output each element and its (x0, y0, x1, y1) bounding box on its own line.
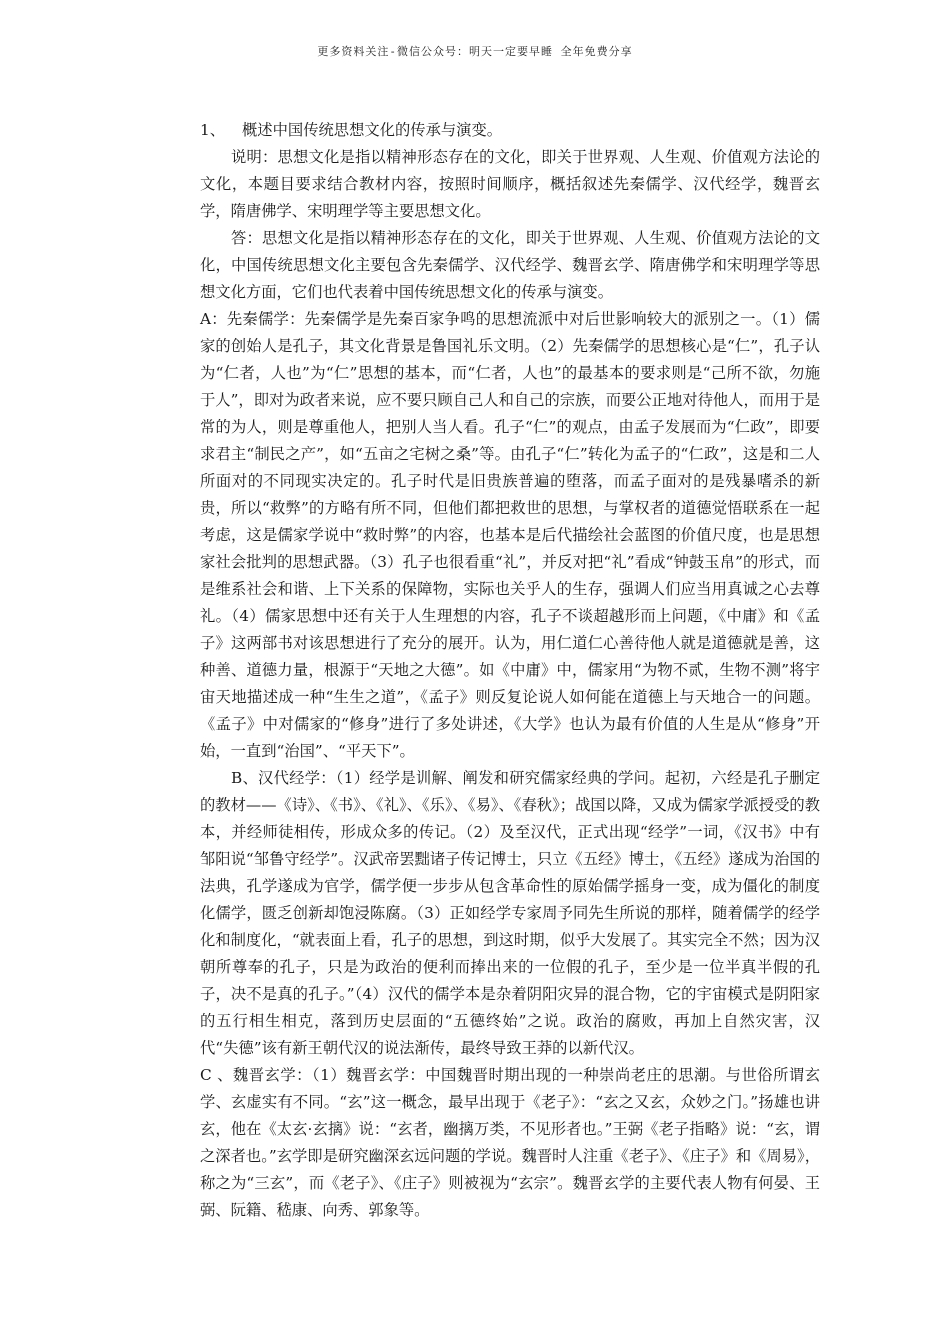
question-heading (200, 117, 820, 144)
question-title: 概述中国传统思想文化的传承与演变。 (242, 121, 503, 139)
page-header-banner: 更多资料关注-微信公众号：明天一定要早睡 全年免费分享 (317, 45, 633, 58)
question-number: 1、 (200, 121, 226, 139)
paragraph-section-b: B、汉代经学：（1）经学是训解、阐发和研究儒家经典的学问。起初，六经是孔子删定的教材——《诗》、《书》、《礼》、《乐》、《易》、《春秋》；战国以降，又成为儒家学派授受的教本，并经师徒相传，形成众多的传记。（2）及至汉代，正式出现“经学”一词，《汉书》中有邹阳说“邹鲁守经学”。汉武帝罢黜诸子传记博士，只立《五经》博士，《五经》遂成为治国的法典，孔学遂成为官学，儒学便一步步从包含革命性的原始儒学摇身一变，成为僵化的制度化儒学，匮乏创新却饱浸陈腐。（3）正如经学专家周予同先生所说的那样，随着儒学的经学化和制度化，“就表面上看，孔子的思想，到这时期，似乎大发展了。其实完全不然；因为汉朝所尊奉的孔子，只是为政治的便利而捧出来的一位假的孔子，至少是一位半真半假的孔子，决不是真的孔子。”（4）汉代的儒学本是杂着阴阳灾异的混合物，它的宇宙模式是阴阳家的五行相生相克，落到历史层面的“五德终始”之说。政治的腐败，再加上自然灾害，汉代“失德”该有新王朝代汉的说法渐传，最终导致王莽的以新代汉。 (200, 769, 820, 1057)
paragraph-section-c: C 、魏晋玄学：（1）魏晋玄学：中国魏晋时期出现的一种崇尚老庄的思潮。与世俗所谓玄学、玄虚实有不同。“玄”这一概念，最早出现于《老子》：“玄之又玄，众妙之门。”扬雄也讲玄，他在《太玄·玄摛》说：“玄者，幽摛万类，不见形者也。”王弼《老子指略》说：“玄，谓之深者也。”玄学即是研究幽深玄远问题的学说。魏晋时人注重《老子》、《庄子》和《周易》，称之为“三玄”，而《老子》、《庄子》则被视为“玄宗”。魏晋玄学的主要代表人物有何晏、王弼、阮籍、嵇康、向秀、郭象等。 (200, 1066, 820, 1219)
paragraph-answer-intro: 答：思想文化是指以精神形态存在的文化，即关于世界观、人生观、价值观方法论的文化，中国传统思想文化主要包含先秦儒学、汉代经学、魏晋玄学、隋唐佛学和宋明理学等思想文化方面，它们也代表着中国传统思想文化的传承与演变。 (200, 229, 820, 301)
paragraph-section-a: A：先秦儒学：先秦儒学是先秦百家争鸣的思想流派中对后世影响较大的派别之一。（1）儒家的创始人是孔子，其文化背景是鲁国礼乐文明。（2）先秦儒学的思想核心是“仁”，孔子认为“仁者，人也”为“仁”思想的基本，而“仁者，人也”的最基本的要求则是“己所不欲，勿施于人”，即对为政者来说，应不要只顾自己人和自己的宗族，而要公正地对待他人，而用于是常的为人，则是尊重他人，把别人当人看。孔子“仁”的观点，由孟子发展而为“仁政”，即要求君主“制民之产”，如“五亩之宅树之桑”等。由孔子“仁”转化为孟子的“仁政”，这是和二人所面对的不同现实决定的。孔子时代是旧贵族普遍的堕落，而孟子面对的是残暴嗜杀的新贵，所以“救弊”的方略有所不同，但他们都把救世的思想，与掌权者的道德觉悟联系在一起考虑，这是儒家学说中“救时弊”的内容，也基本是后代描绘社会蓝图的价值尺度，也是思想家社会批判的思想武器。（3）孔子也很看重“礼”，并反对把“礼”看成“钟鼓玉帛”的形式，而是维系社会和谐、上下关系的保障物，实际也关乎人的生存，强调人们应当用真诚之心去尊礼。（4）儒家思想中还有关于人生理想的内容，孔子不谈超越形而上问题，《中庸》和《孟子》这两部书对该思想进行了充分的展开。认为，用仁道仁心善待他人就是道德就是善，这种善、道德力量，根源于“天地之大德”。如《中庸》中，儒家用“为物不贰，生物不测”将宇宙天地描述成一种“生生之道”，《孟子》则反复论说人如何能在道德上与天地合一的问题。《孟子》中对儒家的“修身”进行了多处讲述，《大学》也认为最有价值的人生是从“修身”开始，一直到“治国”、“平天下”。 (200, 310, 820, 760)
document-body (200, 117, 820, 1224)
paragraph-explanation: 说明：思想文化是指以精神形态存在的文化，即关于世界观、人生观、价值观方法论的文化，本题目要求结合教材内容，按照时间顺序，概括叙述先秦儒学、汉代经学，魏晋玄学，隋唐佛学、宋明理学等主要思想文化。 (200, 148, 820, 220)
